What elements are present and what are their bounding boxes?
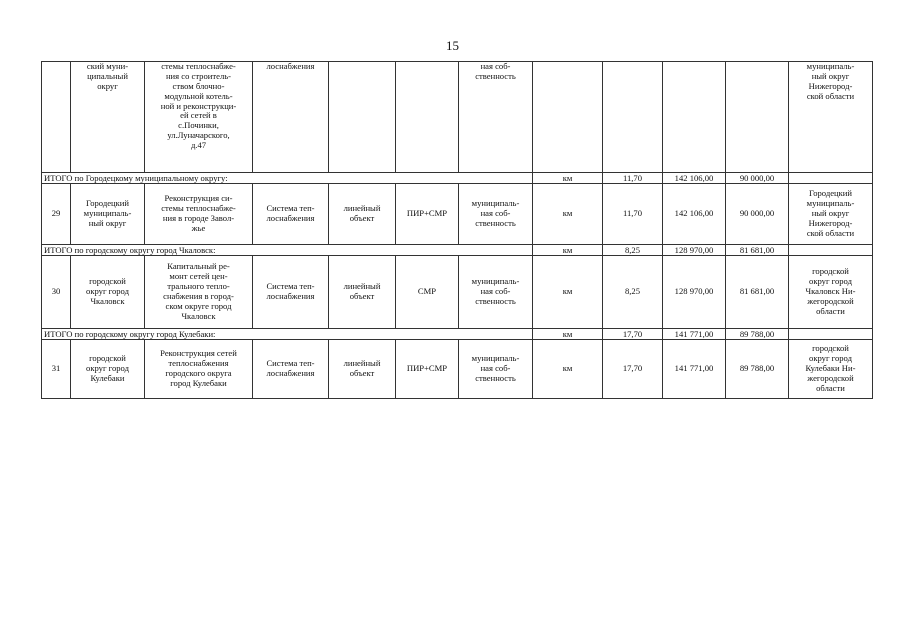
ownership-cell: муниципаль- ная соб- ственность <box>459 340 533 399</box>
work-stage-cell <box>396 62 459 173</box>
recipient-cell: муниципаль- ный округ Нижегород- ской области <box>789 62 873 173</box>
total-cost: 141 771,00 <box>663 329 726 340</box>
total-row <box>42 245 873 256</box>
total-cost: 142 106,00 <box>663 173 726 184</box>
owner-cell: ский муни- ципальный округ <box>71 62 145 173</box>
cost-cell: 141 771,00 <box>663 340 726 399</box>
total-unit: км <box>533 245 603 256</box>
total-budget: 89 788,00 <box>726 329 789 340</box>
work-stage-cell: ПИР+СМР <box>396 184 459 245</box>
total-label: ИТОГО по Городецкому муниципальному округу: <box>42 173 533 184</box>
total-length: 8,25 <box>603 245 663 256</box>
recipient-cell: городской округ город Кулебаки Ни- жегородской области <box>789 340 873 399</box>
total-budget: 81 681,00 <box>726 245 789 256</box>
system-cell: Система теп- лоснабжения <box>253 340 329 399</box>
length-cell: 17,70 <box>603 340 663 399</box>
total-budget: 90 000,00 <box>726 173 789 184</box>
row-number-cell: 29 <box>42 184 71 245</box>
length-cell <box>603 62 663 173</box>
project-name-cell: Реконструкция си- стемы теплоснабже- ния в городе Завол- жье <box>145 184 253 245</box>
project-name-cell: стемы теплоснабже- ния со строитель- ством блочно- модульной котель- ной и реконструкци- ей сетей в с.Починки, ул.Луначарского, д.47 <box>145 62 253 173</box>
page-number: 15 <box>446 38 459 53</box>
system-cell: Система теп- лоснабжения <box>253 184 329 245</box>
object-type-cell: линейный объект <box>329 340 396 399</box>
ownership-cell: муниципаль- ная соб- ственность <box>459 184 533 245</box>
owner-cell: городской округ город Чкаловск <box>71 256 145 329</box>
total-length: 17,70 <box>603 329 663 340</box>
total-row <box>42 329 873 340</box>
object-type-cell <box>329 62 396 173</box>
cost-cell: 142 106,00 <box>663 184 726 245</box>
row-number-cell: 30 <box>42 256 71 329</box>
total-label: ИТОГО по городскому округу город Кулебаки: <box>42 329 533 340</box>
unit-cell: км <box>533 256 603 329</box>
system-cell: лоснабжения <box>253 62 329 173</box>
cost-cell <box>663 62 726 173</box>
work-stage-cell: ПИР+СМР <box>396 340 459 399</box>
total-length: 11,70 <box>603 173 663 184</box>
project-name-cell: Реконструкция сетей теплоснабжения городского округа город Кулебаки <box>145 340 253 399</box>
object-type-cell: линейный объект <box>329 184 396 245</box>
owner-cell: Городецкий муниципаль- ный округ <box>71 184 145 245</box>
total-empty <box>789 245 873 256</box>
ownership-cell: муниципаль- ная соб- ственность <box>459 256 533 329</box>
table-row <box>42 256 873 329</box>
budget-cell <box>726 62 789 173</box>
table-row <box>42 340 873 399</box>
length-cell: 8,25 <box>603 256 663 329</box>
object-type-cell: линейный объект <box>329 256 396 329</box>
total-label: ИТОГО по городскому округу город Чкаловск: <box>42 245 533 256</box>
total-empty <box>789 329 873 340</box>
row-number-cell: 31 <box>42 340 71 399</box>
row-number-cell <box>42 62 71 173</box>
length-cell: 11,70 <box>603 184 663 245</box>
total-cost: 128 970,00 <box>663 245 726 256</box>
recipient-cell: городской округ город Чкаловск Ни- жегородской области <box>789 256 873 329</box>
total-unit: км <box>533 173 603 184</box>
project-name-cell: Капитальный ре- монт сетей цен- трального тепло- снабжения в город- ском округе город Чкаловск <box>145 256 253 329</box>
work-stage-cell: СМР <box>396 256 459 329</box>
unit-cell: км <box>533 340 603 399</box>
budget-cell: 89 788,00 <box>726 340 789 399</box>
budget-cell: 90 000,00 <box>726 184 789 245</box>
recipient-cell: Городецкий муниципаль- ный округ Нижегород- ской области <box>789 184 873 245</box>
projects-table <box>41 61 873 399</box>
unit-cell <box>533 62 603 173</box>
cost-cell: 128 970,00 <box>663 256 726 329</box>
budget-cell: 81 681,00 <box>726 256 789 329</box>
total-unit: км <box>533 329 603 340</box>
ownership-cell: ная соб- ственность <box>459 62 533 173</box>
table-row <box>42 184 873 245</box>
total-row <box>42 173 873 184</box>
total-empty <box>789 173 873 184</box>
unit-cell: км <box>533 184 603 245</box>
owner-cell: городской округ город Кулебаки <box>71 340 145 399</box>
table-row <box>42 62 873 173</box>
system-cell: Система теп- лоснабжения <box>253 256 329 329</box>
